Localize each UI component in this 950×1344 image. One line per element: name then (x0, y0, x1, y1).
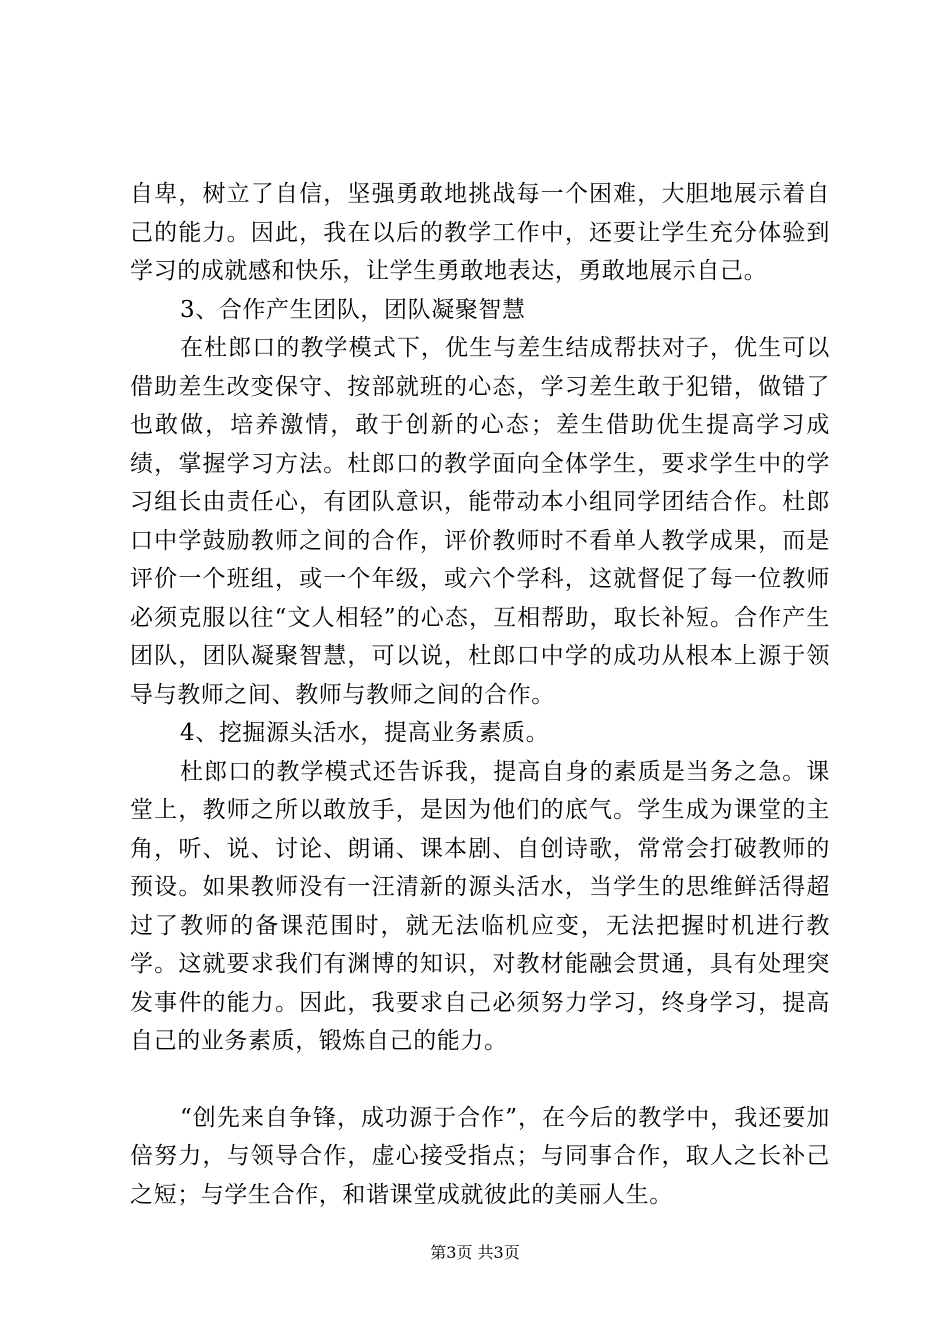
paragraph-conclusion: “创先来自争锋，成功源于合作”，在今后的教学中，我还要加倍努力，与领导合作，虚心接受指点；与同事合作，取人之长补己之短；与学生合作，和谐课堂成就彼此的美丽人生。 (130, 1104, 830, 1208)
paragraph-quality: 杜郎口的教学模式还告诉我，提高自身的素质是当务之急。课堂上，教师之所以敢放手，是因为他们的底气。学生成为课堂的主角，听、说、讨论、朗诵、课本剧、自创诗歌，常常会打破教师的预设。如果教师没有一汪清新的源头活水，当学生的思维鲜活得超过了教师的备课范围时，就无法临机应变，无法把握时机进行教学。这就要求我们有渊博的知识，对教材能融会贯通，具有处理突发事件的能力。因此，我要求自己必须努力学习，终身学习，提高自己的业务素质，锻炼自己的能力。 (130, 758, 830, 1054)
section-heading-3: 3、合作产生团队，团队凝聚智慧 (180, 296, 526, 323)
paragraph-continued: 自卑，树立了自信，坚强勇敢地挑战每一个困难，大胆地展示着自己的能力。因此，我在以后的教学工作中，还要让学生充分体验到学习的成就感和快乐，让学生勇敢地表达，勇敢地展示自己。 (130, 181, 830, 284)
blank-line (130, 1061, 830, 1099)
paragraph-cooperation: 在杜郎口的教学模式下，优生与差生结成帮扶对子，优生可以借助差生改变保守、按部就班的心态，学习差生敢于犯错，做错了也敢做，培养激情，敢于创新的心态；差生借助优生提高学习成绩，掌握学习方法。杜郎口的教学面向全体学生，要求学生中的学习组长由责任心，有团队意识，能带动本小组同学团结合作。杜郎口中学鼓励教师之间的合作，评价教师时不看单人教学成果，而是评价一个班组，或一个年级，或六个学科，这就督促了每一位教师必须克服以往“文人相轻”的心态，互相帮助，取长补短。合作产生团队，团队凝聚智慧，可以说，杜郎口中学的成功从根本上源于领导与教师之间、教师与教师之间的合作。 (130, 335, 830, 708)
document-body (130, 175, 830, 1214)
page-footer: 第3页 共3页 (430, 1243, 520, 1262)
section-heading-4: 4、挖掘源头活水，提高业务素质。 (180, 720, 550, 746)
